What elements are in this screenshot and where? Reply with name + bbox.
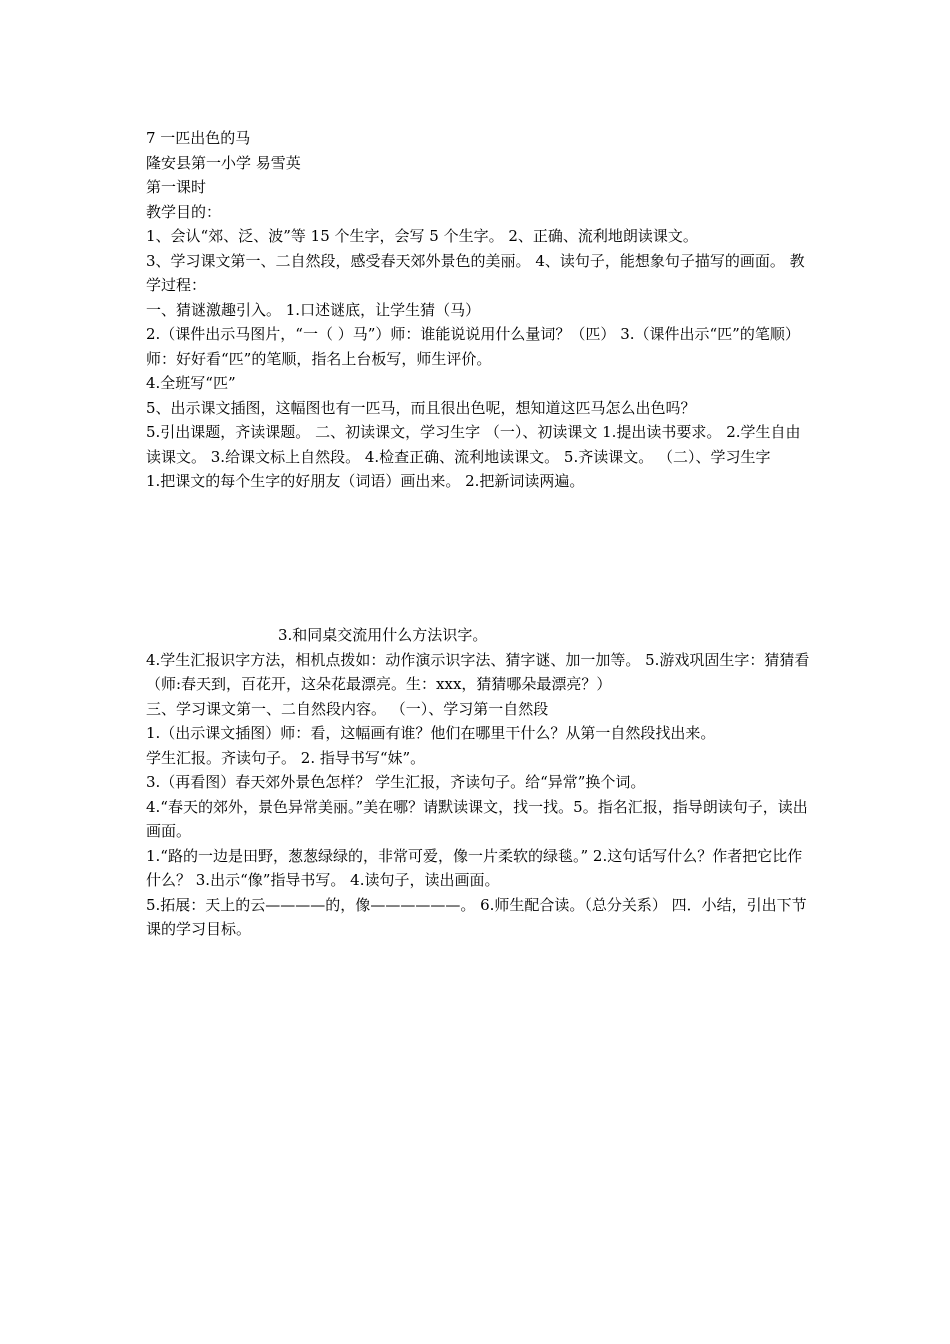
paragraph: 5、出示课文插图，这幅图也有一匹马，而且很出色呢，想知道这匹马怎么出色吗？ <box>146 398 696 417</box>
paragraph: 1.把课文的每个生字的好朋友（词语）画出来。 2.把新词读两遍。 <box>146 472 585 490</box>
paragraph: 1.“路的一边是田野，葱葱绿绿的，非常可爱，像一片柔软的绿毯。” 2.这句话写什么？作者把它比作什么？ 3.出示“像”指导书写。 4.读句子，读出画面。 <box>146 846 803 889</box>
goals-heading: 教学目的： <box>146 202 222 221</box>
paragraph: 2.（课件出示马图片，“一（ ）马”）师：谁能说说用什么量词？（匹） 3.（课件出示“匹”的笔顺）师：好好看“匹”的笔顺，指名上台板写，师生评价。 <box>146 325 800 368</box>
paragraph: 4.“春天的郊外，景色异常美丽。”美在哪？请默读课文，找一找。5。指名汇报，指导朗读句子，读出画面。 <box>146 797 808 840</box>
paragraph: 5.引出课题，齐读课题。 二、初读课文，学习生字 （一）、初读课文 1.提出读书要求。 2.学生自由读课文。 3.给课文标上自然段。 4.检查正确、流利地读课文。 5.齐读课文。 （二）、学习生字 <box>146 423 801 466</box>
paragraph: 4.全班写“匹” <box>146 374 236 392</box>
document-title: 7 一匹出色的马 <box>146 129 251 147</box>
paragraph: 3.和同桌交流用什么方法识字。 <box>278 626 488 644</box>
paragraph: 4.学生汇报识字方法，相机点拨如：动作演示识字法、猜字谜、加一加等。 5.游戏巩固生字：猜猜看（师:春天到，百花开，这朵花最漂亮。生：xxx，猜猜哪朵最漂亮？） <box>146 650 810 693</box>
paragraph: 3、学习课文第一、二自然段，感受春天郊外景色的美丽。 4、读句子，能想象句子描写的画面。 教学过程： <box>146 251 805 294</box>
paragraph: 1、会认“郊、泛、波”等 15 个生字，会写 5 个生字。 2、正确、流利地朗读课文。 <box>146 227 698 245</box>
paragraph: 学生汇报。齐读句子。 2. 指导书写“妹”。 <box>146 748 426 767</box>
lesson-period: 第一课时 <box>146 178 207 196</box>
paragraph: 一、猜谜激趣引入。 1.口述谜底，让学生猜（马） <box>146 300 481 319</box>
paragraph: 5.拓展：天上的云————的，像——————。 6.师生配合读。（总分关系） 四．小结，引出下节课的学习目标。 <box>146 895 807 938</box>
paragraph: 1.（出示课文插图）师：看，这幅画有谁？他们在哪里干什么？从第一自然段找出来。 <box>146 724 716 742</box>
lesson-plan-top <box>146 126 814 494</box>
paragraph: 3.（再看图）春天郊外景色怎样？ 学生汇报，齐读句子。给“异常”换个词。 <box>146 773 646 791</box>
author-line: 隆安县第一小学 易雪英 <box>146 153 301 172</box>
paragraph: 三、学习课文第一、二自然段内容。 （一）、学习第一自然段 <box>146 699 549 718</box>
lesson-plan-bottom <box>146 623 814 942</box>
